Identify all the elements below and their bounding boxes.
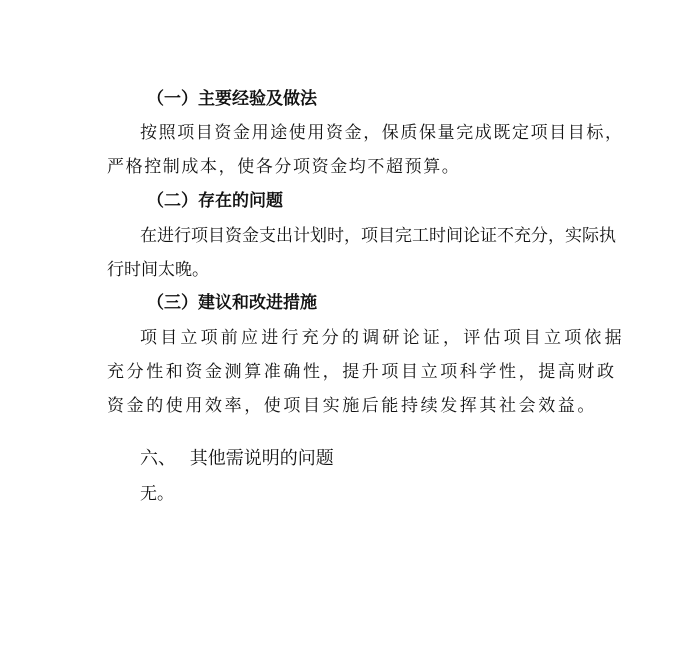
- paragraph-line: 按照项目资金用途使用资金，保质保量完成既定项目目标，: [140, 123, 624, 143]
- subsection-heading-experience: （一）主要经验及做法: [147, 89, 317, 109]
- paragraph-line: 行时间太晚。: [107, 260, 209, 280]
- section-body: 无。: [140, 484, 174, 504]
- paragraph-line: 严格控制成本，使各分项资金均不超预算。: [107, 157, 461, 177]
- subsection-heading-problems: （二）存在的问题: [147, 191, 283, 211]
- section-heading-other: [140, 449, 334, 469]
- section-title: 其他需说明的问题: [189, 448, 334, 469]
- paragraph-line: 在进行项目资金支出计划时，项目完工时间论证不充分，实际执: [140, 226, 616, 246]
- section-number: 六、: [140, 448, 176, 469]
- paragraph-line: 项目立项前应进行充分的调研论证，评估项目立项依据: [140, 328, 625, 348]
- subsection-heading-suggestions: （三）建议和改进措施: [147, 293, 317, 313]
- paragraph-line: 资金的使用效率，使项目实施后能持续发挥其社会效益。: [107, 396, 597, 416]
- paragraph-line: 充分性和资金测算准确性，提升项目立项科学性，提高财政: [107, 362, 617, 382]
